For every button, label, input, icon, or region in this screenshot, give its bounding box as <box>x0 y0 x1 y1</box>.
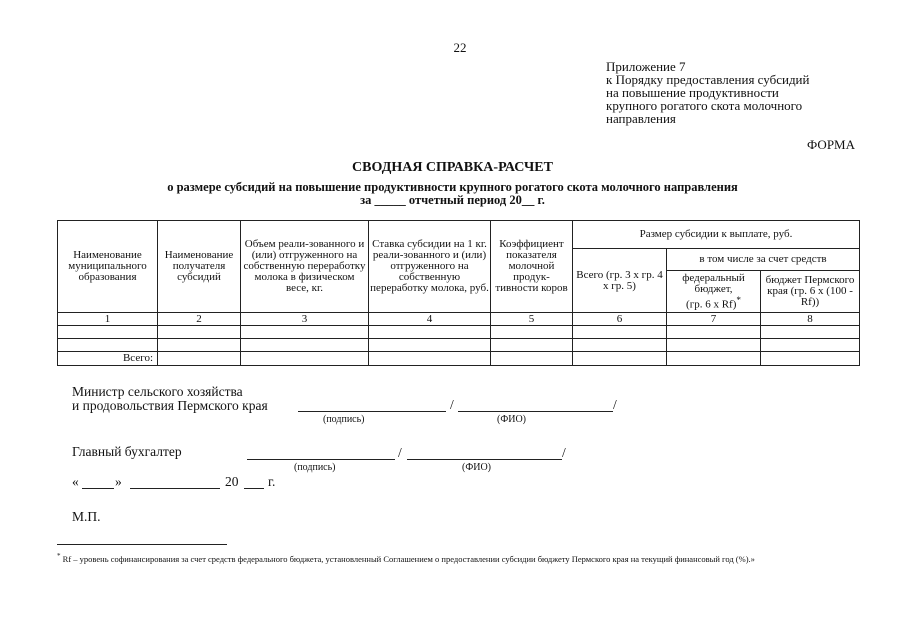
date-month-field[interactable] <box>130 488 220 489</box>
total-row <box>58 352 860 366</box>
accountant-title: Главный бухгалтер <box>72 444 182 459</box>
slash: / <box>398 445 402 460</box>
table-row <box>58 326 860 339</box>
accountant-name-field[interactable] <box>407 459 562 460</box>
footnote-divider <box>57 544 227 545</box>
federal-line: бюджет, <box>694 282 733 295</box>
subtitle-line: за _____ отчетный период 20__ г. <box>360 193 545 207</box>
federal-line: федеральный <box>682 271 745 284</box>
total-label: Всего: <box>58 352 158 366</box>
name-caption: (ФИО) <box>462 462 492 473</box>
table-cell <box>241 326 369 339</box>
table-cell <box>58 326 158 339</box>
header-funding-sources: в том числе за счет средств <box>667 249 860 271</box>
appendix-line: к Порядку предоставления субсидий <box>606 72 810 87</box>
minister-line: Министр сельского хозяйства <box>72 384 243 399</box>
table-cell <box>573 352 667 366</box>
table-cell <box>241 352 369 366</box>
header-federal-budget <box>667 271 761 313</box>
header-subsidy-amount: Размер субсидии к выплате, руб. <box>573 221 860 249</box>
appendix-line: направления <box>606 111 676 126</box>
header-recipient: Наименование получателя субсидий <box>158 221 241 313</box>
stamp-place: М.П. <box>72 509 101 524</box>
minister-name-field[interactable] <box>458 411 613 412</box>
table-cell <box>491 326 573 339</box>
table-cell <box>491 339 573 352</box>
table-row <box>58 339 860 352</box>
column-numbers-row <box>58 313 860 326</box>
appendix-line: на повышение продуктивности <box>606 85 779 100</box>
table-cell <box>573 326 667 339</box>
federal-line: (гр. 6 х Rf) <box>686 298 737 311</box>
footnote <box>57 550 857 565</box>
document-subtitle <box>0 181 905 207</box>
table-cell <box>667 352 761 366</box>
header-subsidy-rate: Ставка субсидии на 1 кг. реали-зованного и (или) отгруженного на собственную переработку молока, руб. <box>369 221 491 313</box>
table-cell <box>158 339 241 352</box>
column-number: 5 <box>491 313 573 326</box>
subsidy-table <box>57 220 860 366</box>
appendix-note <box>606 60 876 125</box>
column-number: 3 <box>241 313 369 326</box>
date-open-quote: « <box>72 474 79 489</box>
table-cell <box>761 326 860 339</box>
header-total: Всего (гр. 3 х гр. 4 х гр. 5) <box>573 249 667 313</box>
slash: / <box>562 445 566 460</box>
name-caption: (ФИО) <box>497 414 527 425</box>
document-title: СВОДНАЯ СПРАВКА-РАСЧЕТ <box>352 160 553 175</box>
column-number: 1 <box>58 313 158 326</box>
footnote-text: Rf – уровень софинансирования за счет средств федерального бюджета, установленный Соглашением о предоставлении субсидии бюджету Пермского края на текущий финансовый год (%).» <box>62 553 755 564</box>
column-number: 6 <box>573 313 667 326</box>
date-year-field[interactable] <box>244 488 264 489</box>
minister-signature-field[interactable] <box>298 411 446 412</box>
date-year-prefix: 20 <box>225 474 239 489</box>
signature-caption: (подпись) <box>323 414 365 425</box>
date-day-field[interactable] <box>82 488 114 489</box>
signature-caption: (подпись) <box>294 462 336 473</box>
column-number: 7 <box>667 313 761 326</box>
table-cell <box>369 339 491 352</box>
header-coefficient: Коэффициент показателя молочной продук-тивности коров <box>491 221 573 313</box>
table-cell <box>158 326 241 339</box>
table-cell <box>761 352 860 366</box>
header-regional-budget: бюджет Пермского края (гр. 6 х (100 - Rf)) <box>761 271 860 313</box>
appendix-line: крупного рогатого скота молочного <box>606 98 803 113</box>
appendix-line: Приложение 7 <box>606 59 686 74</box>
column-number: 8 <box>761 313 860 326</box>
slash: / <box>450 397 454 412</box>
table-cell <box>158 352 241 366</box>
header-municipality: Наименование муниципального образования <box>58 221 158 313</box>
minister-title <box>72 385 268 413</box>
table-cell <box>667 339 761 352</box>
page-number: 22 <box>453 40 467 55</box>
column-number: 4 <box>369 313 491 326</box>
header-milk-volume: Объем реали-зованного и (или) отгруженного на собственную переработку молока в физическом весе, кг. <box>241 221 369 313</box>
table-cell <box>369 326 491 339</box>
footnote-mark: * <box>736 294 741 305</box>
date-year-suffix: г. <box>268 474 276 489</box>
form-label: ФОРМА <box>807 137 855 152</box>
date-close-quote: » <box>115 474 122 489</box>
table-cell <box>58 339 158 352</box>
table-cell <box>573 339 667 352</box>
footnote-mark: * <box>57 552 61 560</box>
slash: / <box>613 397 617 412</box>
minister-line: и продовольствия Пермского края <box>72 398 268 413</box>
table-cell <box>491 352 573 366</box>
table-cell <box>241 339 369 352</box>
column-number: 2 <box>158 313 241 326</box>
table-cell <box>369 352 491 366</box>
table-cell <box>761 339 860 352</box>
accountant-signature-field[interactable] <box>247 459 395 460</box>
table-cell <box>667 326 761 339</box>
subtitle-line: о размере субсидий на повышение продуктивности крупного рогатого скота молочного направления <box>167 180 738 194</box>
